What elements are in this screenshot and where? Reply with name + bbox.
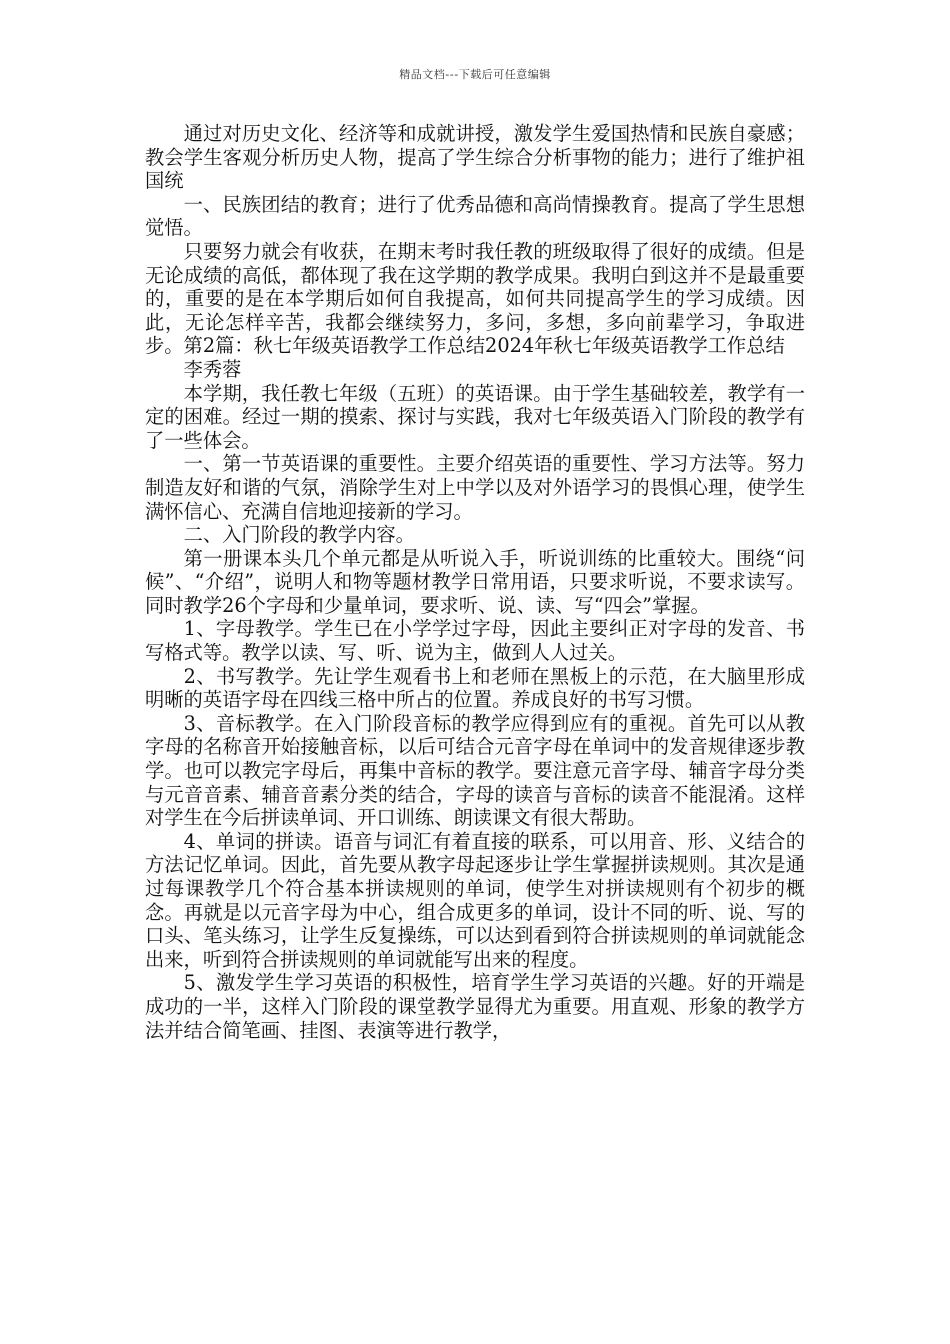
paragraph-2: 一、民族团结的教育；进行了优秀品德和高尚情操教育。提高了学生思想觉悟。 xyxy=(145,192,805,240)
paragraph-11: 3、音标教学。在入门阶段音标的教学应得到应有的重视。首先可以从教字母的名称音开始接触音标，以后可结合元音字母在单词中的发音规律逐步教学。也可以教完字母后，再集中音标的教学。要注意元音字母、辅音字母分类与元音音素、辅音音素分类的结合，字母的读音与音标的读音不能混淆。这样对学生在今后拼读单词、开口训练、朗读课文有很大帮助。 xyxy=(145,711,805,830)
paragraph-13: 5、激发学生学习英语的积极性，培育学生学习英语的兴趣。好的开端是成功的一半，这样入门阶段的课堂教学显得尤为重要。用直观、形象的教学方法并结合简笔画、挂图、表演等进行教学， xyxy=(145,971,805,1042)
paragraph-10: 2、书写教学。先让学生观看书上和老师在黑板上的示范，在大脑里形成明晰的英语字母在四线三格中所占的位置。养成良好的书写习惯。 xyxy=(145,664,805,712)
paragraph-5: 本学期，我任教七年级（五班）的英语课。由于学生基础较差，教学有一定的困难。经过一期的摸索、探讨与实践，我对七年级英语入门阶段的教学有了一些体会。 xyxy=(145,381,805,452)
paragraph-1: 通过对历史文化、经济等和成就讲授，激发学生爱国热情和民族自豪感；教会学生客观分析历史人物，提高了学生综合分析事物的能力；进行了维护祖国统 xyxy=(145,122,805,193)
paragraph-9: 1、字母教学。学生已在小学学过字母，因此主要纠正对字母的发音、书写格式等。教学以读、写、听、说为主，做到人人过关。 xyxy=(145,617,805,665)
paragraph-3: 只要努力就会有收获，在期末考时我任教的班级取得了很好的成绩。但是无论成绩的高低，都体现了我在这学期的教学成果。我明白到这并不是最重要的，重要的是在本学期后如何自我提高，如何共同提高学生的学习成绩。因此，无论怎样辛苦，我都会继续努力，多问，多想，多向前辈学习，争取进步。第2篇：秋七年级英语教学工作总结2024年秋七年级英语教学工作总结 xyxy=(145,239,805,358)
document-body xyxy=(145,122,805,1042)
author-line: 李秀蓉 xyxy=(183,357,242,381)
paragraph-8: 第一册课本头几个单元都是从听说入手，听说训练的比重较大。围绕“问候”、“介绍”，说明人和物等题材教学日常用语，只要求听说，不要求读写。同时教学26个字母和少量单词，要求听、说、读、写“四会”掌握。 xyxy=(145,546,805,617)
paragraph-12: 4、单词的拼读。语音与词汇有着直接的联系，可以用音、形、义结合的方法记忆单词。因此，首先要从教字母起逐步让学生掌握拼读规则。其次是通过每课教学几个符合基本拼读规则的单词，使学生对拼读规则有个初步的概念。再就是以元音字母为中心，组合成更多的单词，设计不同的听、说、写的口头、笔头练习，让学生反复操练，可以达到看到符合拼读规则的单词就能念出来，听到符合拼读规则的单词就能写出来的程度。 xyxy=(145,829,805,971)
page-header: 精品文档---下载后可任意编辑 xyxy=(399,68,551,81)
section-heading: 二、入门阶段的教学内容。 xyxy=(183,523,415,547)
paragraph-6: 一、第一节英语课的重要性。主要介绍英语的重要性、学习方法等。努力制造友好和谐的气氛，消除学生对上中学以及对外语学习的畏惧心理，使学生满怀信心、充满自信地迎接新的学习。 xyxy=(145,452,805,523)
